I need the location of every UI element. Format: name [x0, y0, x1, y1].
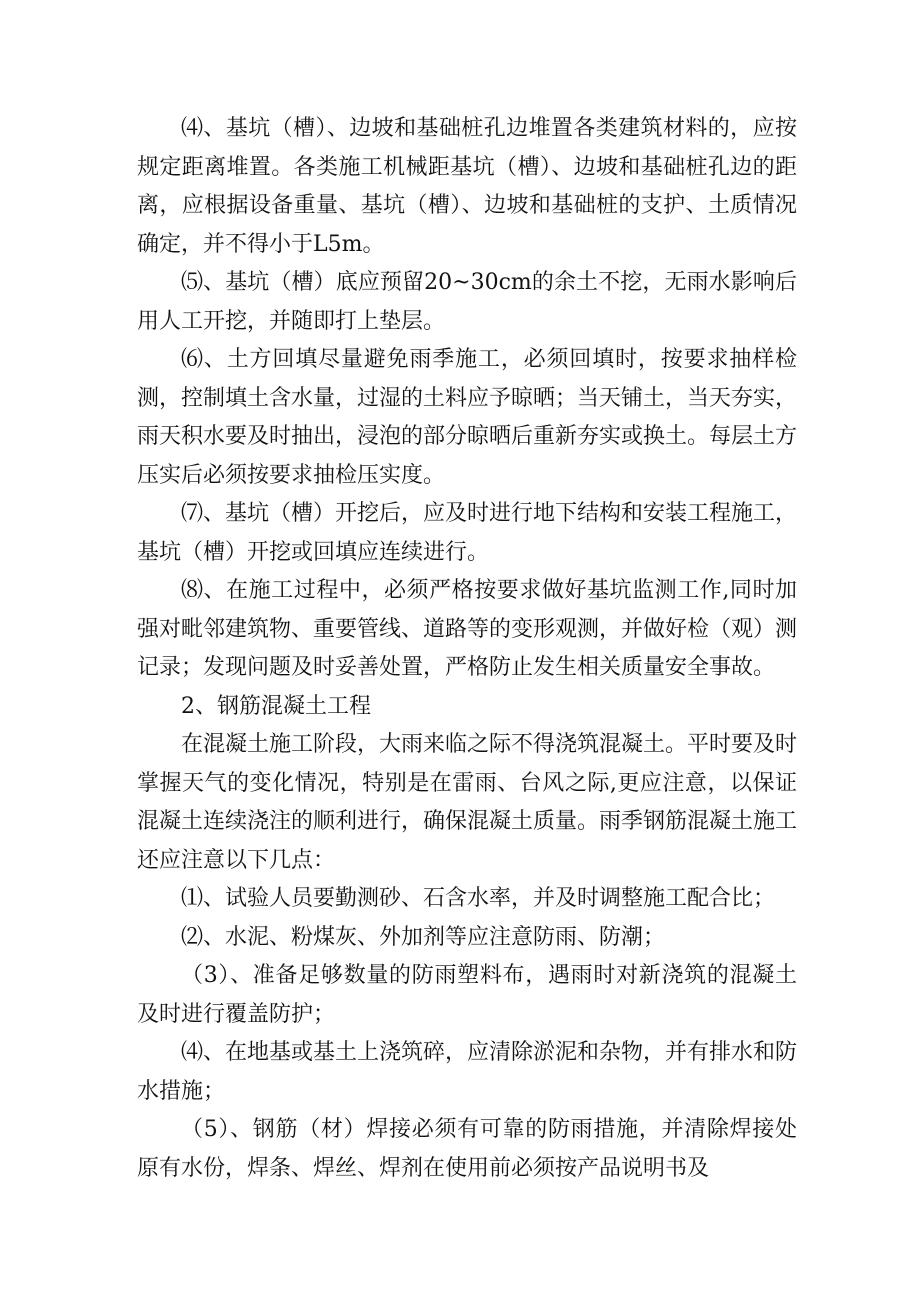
paragraph-reserve-soil: ⑸、基坑（槽）底应预留20~30cm的余土不挖，无雨水影响后用人工开挖，并随即打上垫层。 — [137, 270, 797, 334]
paragraph-moisture-testing: ⑴、试验人员要勤测砂、石含水率，并及时调整施工配合比； — [181, 886, 776, 911]
paragraph-welding: （5）、钢筋（材）焊接必须有可靠的防雨措施，并清除焊接处原有水份，焊条、焊丝、焊剂在使用前必须按产品说明书及 — [137, 1117, 797, 1181]
paragraph-cement-protection: ⑵、水泥、粉煤灰、外加剂等应注意防雨、防潮； — [181, 924, 666, 950]
paragraph-foundation-material-distance: ⑷、基坑（槽）、边坡和基础桩孔边堆置各类建筑材料的，应按规定距离堆置。各类施工机械距基坑（槽）、边坡和基础桩孔边的距离，应根据设备重量、基坑（槽）、边坡和基础桩的支护、土质情况确定，并不得小于L5m。 — [137, 116, 797, 257]
document-body — [137, 110, 797, 1188]
paragraph-backfill: ⑹、土方回填尽量避免雨季施工，必须回填时，按要求抽样检测，控制填土含水量，过湿的土料应予晾晒；当天铺土，当天夯实，雨天积水要及时抽出，浸泡的部分晾晒后重新夯实或换土。每层土方压实后必须按要求抽检压实度。 — [137, 347, 798, 488]
paragraph-plastic-cover: （3）、准备足够数量的防雨塑料布，遇雨时对新浇筑的混凝土及时进行覆盖防护； — [137, 963, 797, 1027]
paragraph-excavation-continuity: ⑺、基坑（槽）开挖后，应及时进行地下结构和安装工程施工，基坑（槽）开挖或回填应连续进行。 — [137, 501, 798, 565]
section-heading-concrete: 2、钢筋混凝土工程 — [181, 693, 371, 719]
paragraph-foundation-pouring: ⑷、在地基或基土上浇筑碎，应清除淤泥和杂物，并有排水和防水措施； — [137, 1040, 798, 1104]
paragraph-monitoring: ⑻、在施工过程中，必须严格按要求做好基坑监测工作,同时加强对毗邻建筑物、重要管线、道路等的变形观测，并做好检（观）测记录；发现问题及时妥善处置，严格防止发生相关质量安全事故。 — [137, 578, 798, 680]
paragraph-concrete-intro: 在混凝土施工阶段，大雨来临之际不得浇筑混凝土。平时要及时掌握天气的变化情况，特别是在雷雨、台风之际,更应注意，以保证混凝土连续浇注的顺利进行，确保混凝土质量。雨季钢筋混凝土施工还应注意以下几点： — [137, 732, 798, 873]
